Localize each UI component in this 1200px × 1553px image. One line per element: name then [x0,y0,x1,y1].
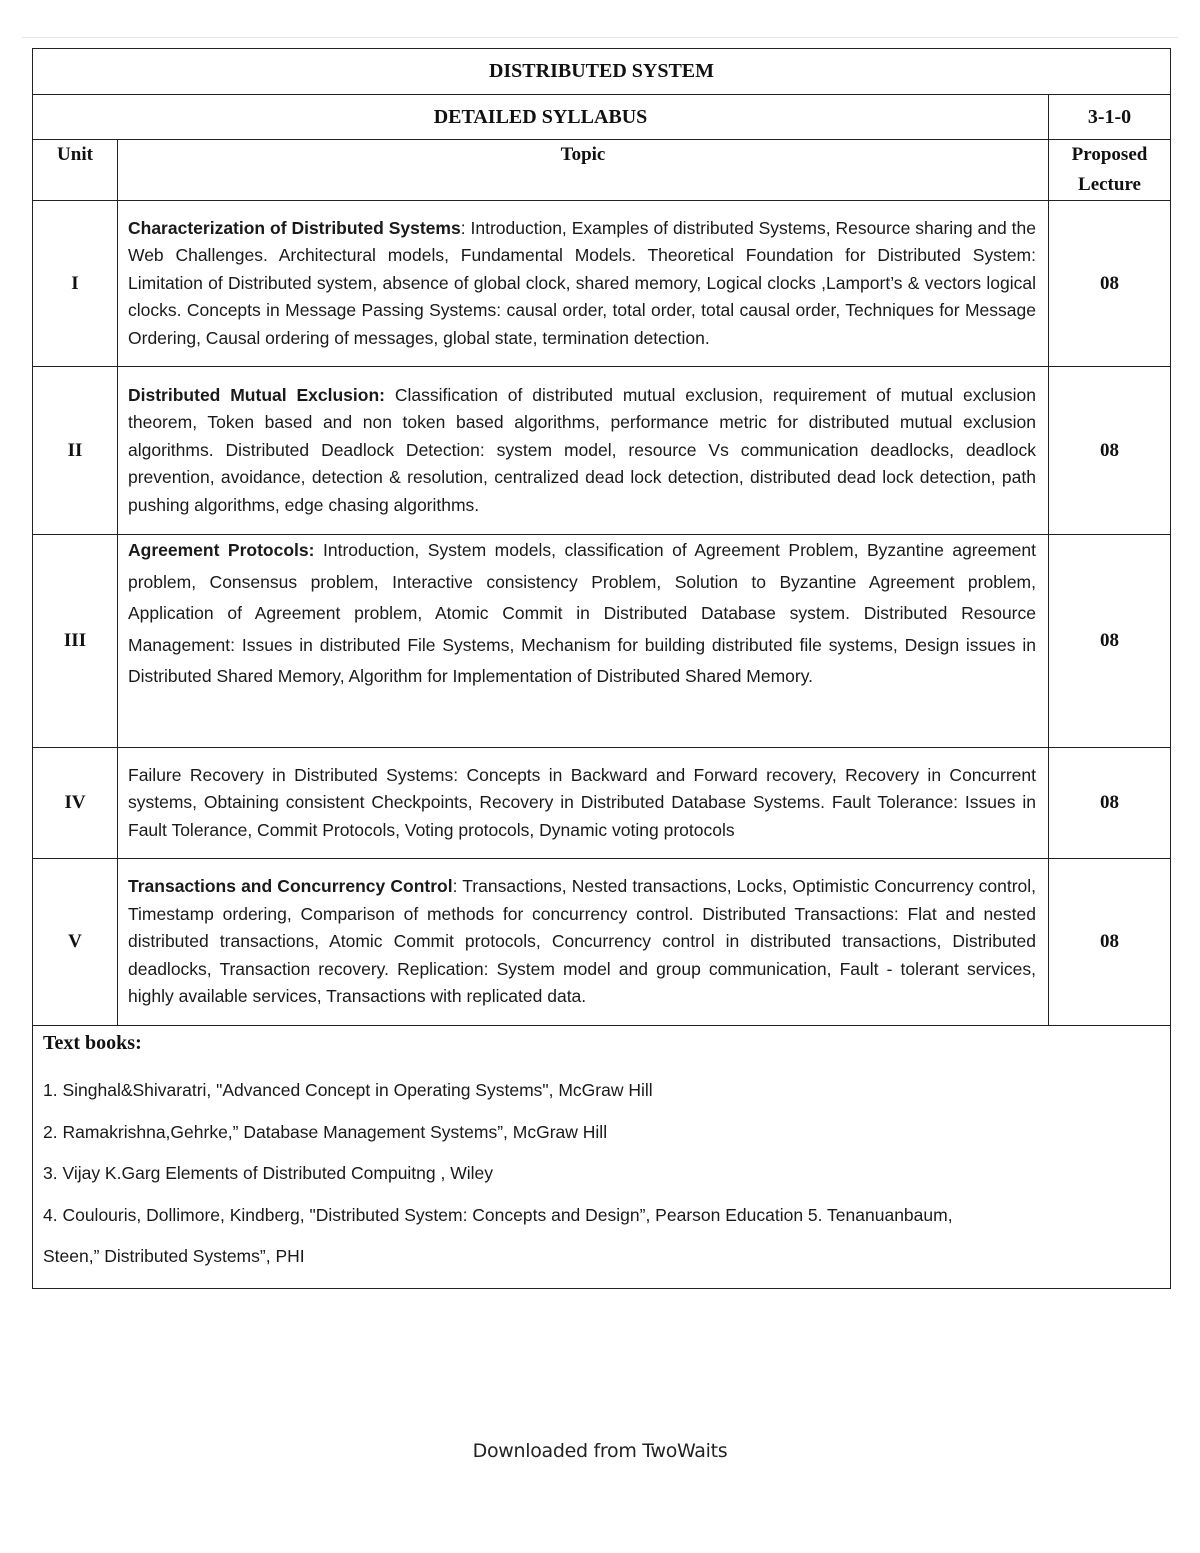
document-title: DISTRIBUTED SYSTEM [33,49,1171,95]
textbooks-section [33,1026,1171,1289]
unit-lectures: 08 [1049,201,1171,367]
unit-body: Introduction, System models, classification of Agreement Problem, Byzantine agreement problem, Consensus problem, Interactive consistency Problem, Solution to Byzantine Agreement problem, Application of Agreement problem, Atomic Commit in Distributed Database system. Distributed Resource Management: Issues in distributed File Systems, Mechanism for building distributed file systems, Design issues in Distributed Shared Memory, Algorithm for Implementation of Distributed Shared Memory. [128,540,1037,686]
unit-lectures: 08 [1049,859,1171,1026]
unit-heading: Agreement Protocols: [128,540,315,560]
unit-topics [118,859,1049,1026]
topic-column-header: Topic [118,140,1049,201]
lecture-column-header [1049,140,1171,201]
top-divider [22,37,1178,38]
subtitle-row [33,95,1171,140]
unit-lectures: 08 [1049,748,1171,859]
unit-topics [118,748,1049,859]
unit-heading: Transactions and Concurrency Control [128,876,453,897]
unit-number: II [33,367,118,535]
unit-column-header: Unit [33,140,118,201]
unit-row [33,748,1171,859]
unit-number: III [33,535,118,748]
unit-number: I [33,201,118,367]
unit-row [33,201,1171,367]
unit-heading: Characterization of Distributed Systems [128,217,461,238]
column-header-row [33,140,1171,201]
unit-topics [118,367,1049,535]
unit-topics [118,201,1049,367]
unit-row [33,367,1171,535]
textbook-item: 2. Ramakrishna,Gehrke,” Database Management Systems”, McGraw Hill [43,1121,608,1142]
syllabus-table [32,48,1171,1289]
unit-body: : Transactions, Nested transactions, Locks, Optimistic Concurrency control, Timestamp ordering, Comparison of methods for concurrency control. Distributed Transactions: Flat and nested distributed transactions, Atomic Commit protocols, Concurrency control in distributed transactions, Distributed deadlocks, Transaction recovery. Replication: System model and group communication, Fault - tolerant services, highly available services, Transactions with replicated data. [128,876,1037,1007]
syllabus-subtitle: DETAILED SYLLABUS [33,95,1049,140]
unit-lectures: 08 [1049,367,1171,535]
unit-row [33,535,1171,748]
unit-number: IV [33,748,118,859]
download-footer: Downloaded from TwoWaits [472,1440,728,1462]
unit-lectures: 08 [1049,535,1171,748]
unit-topics [118,535,1049,748]
lecture-header-line1: Proposed [1071,144,1148,165]
ltp-value: 3-1-0 [1049,95,1171,140]
title-row [33,49,1171,95]
unit-body: Failure Recovery in Distributed Systems: Concepts in Backward and Forward recovery, Recovery in Concurrent systems, Obtaining consistent Checkpoints, Recovery in Distributed Database Systems. Fault Tolerance: Issues in Fault Tolerance, Commit Protocols, Voting protocols, Dynamic voting protocols [128,764,1036,840]
textbook-item: 4. Coulouris, Dollimore, Kindberg, "Distributed System: Concepts and Design”, Pearson Education 5. Tenanuanbaum, [43,1204,953,1225]
textbooks-row [33,1026,1171,1289]
unit-body: : Introduction, Examples of distributed Systems, Resource sharing and the Web Challenges. Architectural models, Fundamental Models. Theoretical Foundation for Distributed System: Limitation of Distributed system, absence of global clock, shared memory, Logical clocks ,Lamport’s & vectors logical clocks. Concepts in Message Passing Systems: causal order, total order, total causal order, Techniques for Message Ordering, Causal ordering of messages, global state, termination detection. [128,217,1036,348]
unit-heading: Distributed Mutual Exclusion: [128,384,385,405]
lecture-header-line2: Lecture [1078,174,1141,195]
textbook-item: Steen,” Distributed Systems”, PHI [43,1246,305,1267]
textbooks-title: Text books: [43,1032,142,1054]
unit-row [33,859,1171,1026]
unit-body: Classification of distributed mutual exclusion, requirement of mutual exclusion theorem, Token based and non token based algorithms, performance metric for distributed mutual exclusion algorithms. Distributed Deadlock Detection: system model, resource Vs communication deadlocks, deadlock prevention, avoidance, detection & resolution, centralized dead lock detection, distributed dead lock detection, path pushing algorithms, edge chasing algorithms. [128,384,1036,515]
textbook-item: 1. Singhal&Shivaratri, "Advanced Concept in Operating Systems", McGraw Hill [43,1080,653,1100]
unit-number: V [33,859,118,1026]
textbook-item: 3. Vijay K.Garg Elements of Distributed Compuitng , Wiley [43,1163,494,1184]
